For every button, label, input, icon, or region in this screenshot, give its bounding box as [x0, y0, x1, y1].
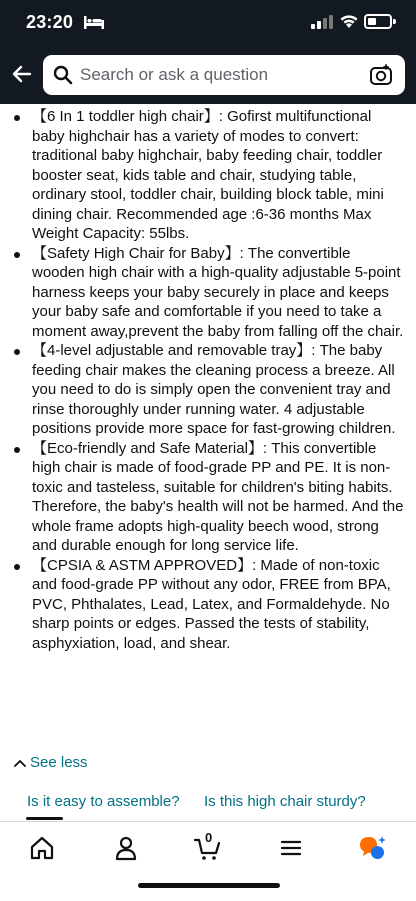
wifi-icon [339, 13, 359, 29]
battery-icon [364, 14, 392, 29]
cellular-signal-icon [311, 15, 333, 29]
sleep-bed-icon [84, 16, 104, 29]
see-less-label: See less [30, 754, 88, 771]
top-header [0, 0, 416, 104]
camera-lens-icon[interactable] [369, 63, 393, 87]
feature-bullet: 【CPSIA & ASTM APPROVED】: Made of non-toxic and food-grade PP without any odor, FREE from BPA, PVC, Phthalates, Lead, Latex, and Formaldehyde. No sharp points or edges. Passed the tests of stability, asphyxiation, load, and shear. [0, 556, 416, 654]
search-icon [53, 65, 73, 85]
home-indicator [138, 883, 280, 888]
account-icon[interactable] [112, 834, 140, 862]
suggested-questions [0, 793, 416, 821]
feature-bullet: 【4-level adjustable and removable tray】: The baby feeding chair makes the cleaning process a breeze. All you need to do is simply open the convenient tray and rinse thoroughly under running water. 4 adjustable positions provide more space for fast-growing children. [0, 341, 416, 439]
product-details [0, 104, 416, 791]
home-icon[interactable] [28, 834, 56, 862]
rufus-assistant-icon[interactable] [358, 834, 386, 862]
suggestion-chip[interactable]: Is it easy to assemble? [27, 793, 180, 810]
search-input[interactable]: Search or ask a question [80, 65, 269, 84]
bottom-nav [0, 821, 416, 901]
status-time: 23:20 [26, 12, 74, 32]
chevron-up-icon [14, 758, 26, 768]
feature-bullet: 【Eco-friendly and Safe Material】: This convertible high chair is made of food-grade PP and PE. It is non-toxic and tasteless, suitable for children's biting habits. Therefore, the baby's health will not be harmed. And the whole frame adopts high-quality beech wood, strong and durable enough for long service life. [0, 439, 416, 556]
search-bar[interactable] [43, 55, 405, 95]
feature-bullet-list [0, 107, 416, 653]
menu-icon[interactable] [277, 834, 305, 862]
suggestion-chip[interactable]: Is this high chair sturdy? [204, 793, 366, 810]
cart-count-badge: 0 [205, 830, 213, 845]
back-arrow-icon[interactable] [10, 62, 34, 86]
active-indicator [26, 817, 63, 820]
feature-bullet: 【Safety High Chair for Baby】: The convertible wooden high chair with a high-quality adjustable 5-point harness keeps your baby securely in place and keeps your baby safe and comfortable if you need to take a moment away,prevent the baby from falling off the chair. [0, 244, 416, 342]
status-bar [0, 0, 416, 48]
see-less-link[interactable] [14, 754, 88, 771]
feature-bullet: 【6 In 1 toddler high chair】: Gofirst multifunctional baby highchair has a variety of modes to convert: traditional baby highchair, baby feeding chair, toddler booster seat, kids table and chair, studying table, ordinary stool, toddler chair, building block table, mini dining chair. Recommended age :6-36 months Max Weight Capacity: 55lbs. [0, 107, 416, 244]
